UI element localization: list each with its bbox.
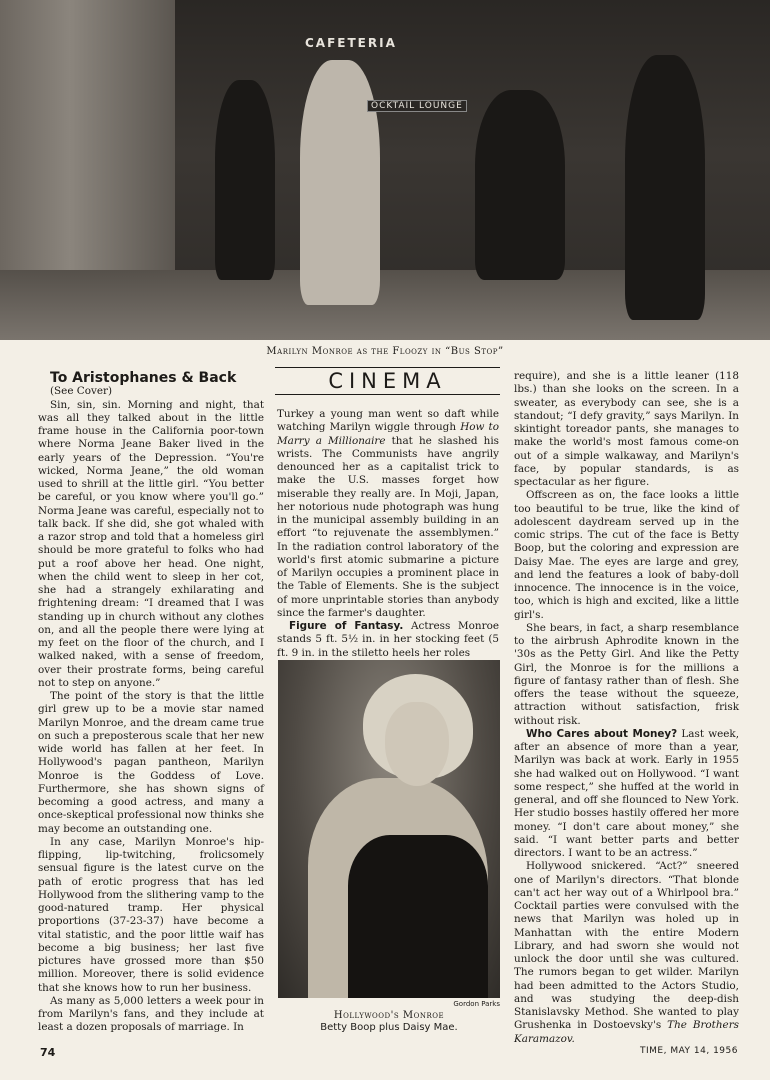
crowd-figure bbox=[475, 90, 565, 280]
article-title: To Aristophanes & Back bbox=[50, 370, 237, 386]
street-photo bbox=[0, 0, 770, 340]
paragraph: In any case, Marilyn Monroe's hip-flipping, lip-twitching, frolicsomely sensual figure is the latest curve on the path of erotic progress that has led Hollywood from the slithering vamp to the good-natured tramp. Her physical proportions (37-23-37) have become a vital statistic, and the poor little waif has become a big business; her last five pictures have grossed more than $50 million. Moreover, there is solid evidence that she knows how to run her business. bbox=[38, 835, 264, 994]
book-title: The Brothers Karamazov. bbox=[514, 1019, 740, 1045]
portrait-photo bbox=[278, 660, 500, 998]
photo-credit: Gordon Parks bbox=[453, 1000, 500, 1008]
cocktail-lounge-sign: OCKTAIL LOUNGE bbox=[367, 100, 467, 112]
text-run: Actress Monroe stands 5 ft. 5½ in. in her stocking feet (5 ft. 9 in. in the stiletto heels her roles bbox=[277, 620, 499, 659]
see-cover-note: (See Cover) bbox=[50, 385, 113, 398]
storefront-wall bbox=[0, 0, 175, 305]
top-photo-caption: Marilyn Monroe as the Floozy in “Bus Stop” bbox=[266, 346, 504, 357]
caption-line-1: Hollywood's Monroe bbox=[333, 1010, 445, 1021]
paragraph: The point of the story is that the little girl grew up to be a movie star named Marilyn Monroe, and the dream came true on such a preposterous scale that her new wide world has fallen at her feet. In Hollywood's pagan pantheon, Marilyn Monroe is the Goddess of Love. Furthermore, she has shown signs of becoming a good actress, and many a once-skeptical professional now thinks she may become an outstanding one. bbox=[38, 690, 264, 835]
issue-footer: TIME, MAY 14, 1956 bbox=[640, 1046, 738, 1056]
paragraph: As many as 5,000 letters a week pour in from Marilyn's fans, and they include at least a dozen proposals of marriage. In bbox=[38, 994, 264, 1034]
bystander-figure bbox=[215, 80, 275, 280]
cafeteria-sign: CAFETERIA bbox=[305, 36, 397, 50]
section-heading: CINEMA bbox=[275, 367, 500, 395]
paragraph bbox=[514, 728, 739, 861]
face bbox=[385, 702, 449, 786]
caption-line-2: Betty Boop plus Daisy Mae. bbox=[320, 1022, 458, 1033]
paragraph: Offscreen as on, the face looks a little too beautiful to be true, like the kind of adolescent daydream served up in the comic strips. The cut of the face is Betty Boop, but the coloring and expression are Daisy Mae. The eyes are large and grey, and lend the features a look of baby-doll innocence. The innocence is in the voice, too, which is high and excited, like a little girl's. bbox=[514, 489, 739, 621]
column-1 bbox=[38, 372, 264, 1035]
paragraph: Sin, sin, sin. Morning and night, that was all they talked about in the little frame house in the California poor-town where Norma Jeane Baker lived in the early years of the Depression. “You're wicked, Norma Jeane,” the old woman used to shrill at the little girl. “You better be careful, or you know where you'll go.” Norma Jeane was careful, especially not to talk back. If she did, she got whaled with a razor strop and told that a homeless girl should be more grateful to folks who had put a roof above her head. One night, when the child went to sleep in her cot, she had a strangely exhilarating and frightening dream: “I dreamed that I was standing up in church without any clothes on, and all the people there were lying at my feet on the floor of the church, and I walked naked, with a sense of freedom, over their prostrate forms, being careful not to step on anyone.” bbox=[38, 398, 264, 689]
paragraph bbox=[514, 860, 739, 1046]
text-run: that he slashed his wrists. The Communists have angrily denounced her as a capitalist trick to make the U.S. masses forget how miserable they really are. In Moji, Japan, her notorious nude photograph was hung in the municipal assembly building in an effort “to rejuvenate the assemblymen.” In the radiation control laboratory of the world's first atomic submarine a picture of Marilyn occupies a prominent place in the Table of Elements. She is the subject of more unprintable stories than anybody since the farmer's daughter. bbox=[277, 434, 499, 619]
paragraph bbox=[277, 408, 499, 620]
floozy-figure bbox=[300, 60, 380, 305]
page-number: 74 bbox=[40, 1046, 56, 1059]
portrait-caption bbox=[278, 1010, 500, 1034]
column-3 bbox=[514, 370, 739, 1046]
subheading: Figure of Fantasy. bbox=[289, 620, 404, 632]
text-run: Hollywood snickered. “Act?” sneered one of Marilyn's directors. “That blonde can't act her way out of a Whirlpool bra.” Cocktail parties were convulsed with the news that Marilyn was holed up in Manhattan with the entire Modern Library, and had sworn she would not unlock the door until she was cultured. The rumors began to get wilder. Marilyn had been admitted to the Actors Studio, and was studying the deep-dish Stanislavsky Method. She wanted to play Grushenka in Dostoevsky's bbox=[514, 860, 739, 1032]
film-title: How to Marry a Millionaire bbox=[277, 421, 499, 447]
cowboy-figure bbox=[625, 55, 705, 320]
text-run: Last week, after an absence of more than a year, Marilyn was back at work. Early in 1955 she had walked out on Hollywood. “I want some respect,” she huffed at the world in general, and off she flounced to New York. Her studio bosses hastily offered her more money. “I don't care about money,” she said. “I want better parts and better directors. I want to be an actress.” bbox=[514, 727, 739, 859]
text-run: Turkey a young man went so daft while watching Marilyn wiggle through bbox=[277, 408, 499, 434]
subheading: Who Cares about Money? bbox=[526, 727, 678, 740]
paragraph: require), and she is a little leaner (118 lbs.) than she looks on the screen. In a sweater, as everybody can see, she is a standout; “I defy gravity,” says Marilyn. In skintight toreador pants, she manages to make the world's most famous come-on out of a simple walkaway, and Marilyn's face, by popular standards, is as spectacular as her figure. bbox=[514, 370, 739, 488]
black-dress bbox=[348, 835, 488, 998]
paragraph bbox=[277, 620, 499, 660]
paragraph: She bears, in fact, a sharp resemblance to the airbrush Aphrodite known in the '30s as the Petty Girl. And like the Petty Girl, the Monroe is for the millions a figure of fantasy rather than of flesh. She offers the tease without the squeeze, attraction without satisfaction, frisk without risk. bbox=[514, 621, 739, 727]
column-2 bbox=[277, 408, 499, 660]
